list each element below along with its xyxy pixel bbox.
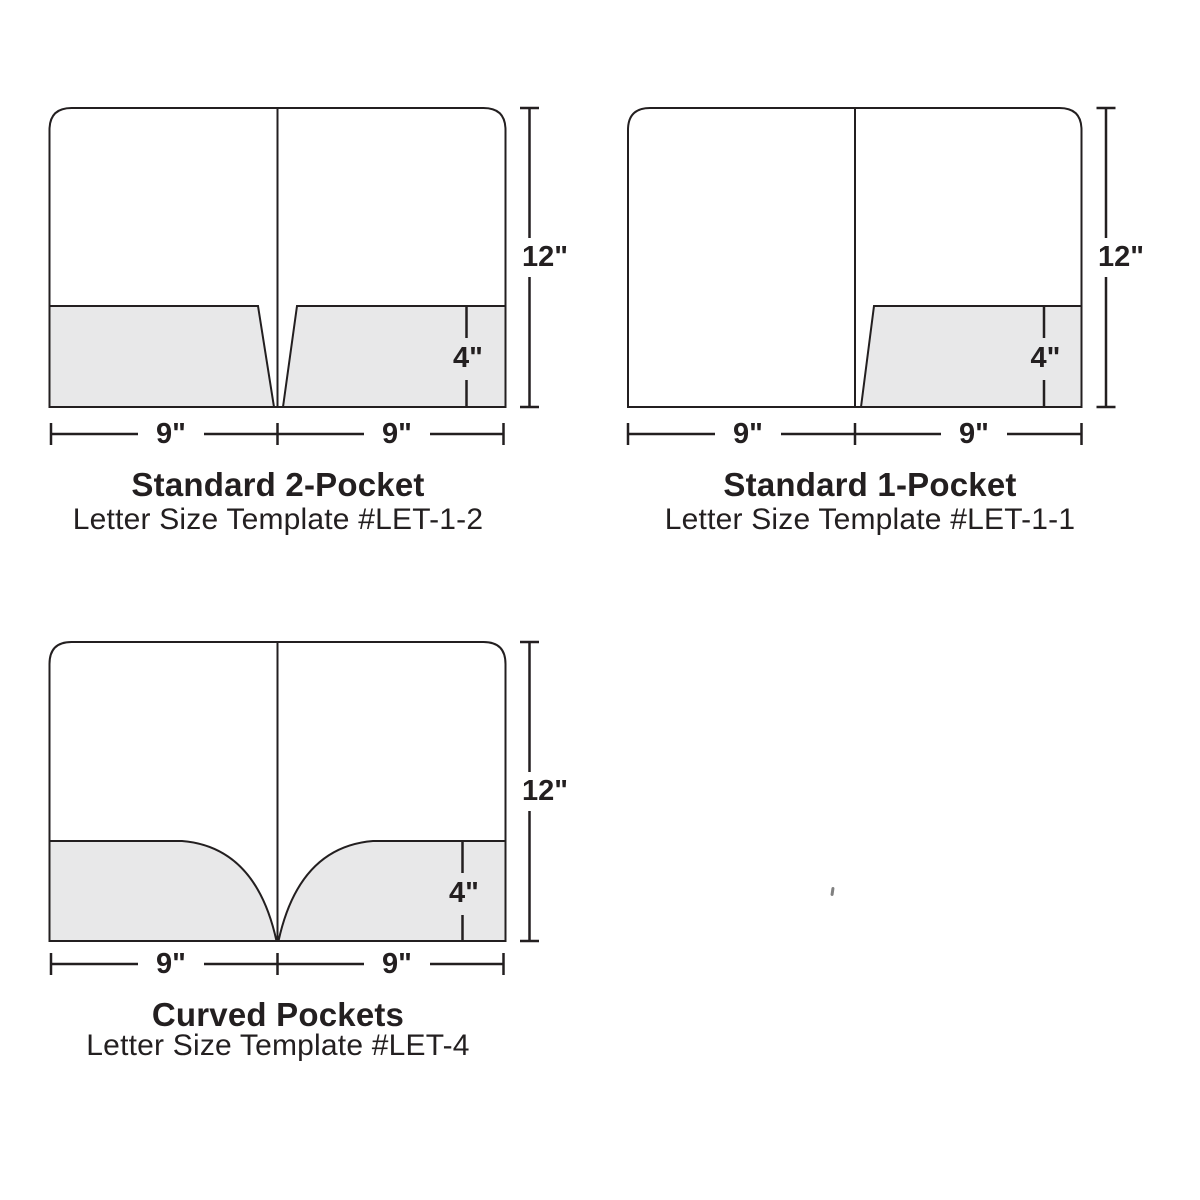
height-label: 12"	[521, 775, 569, 807]
diagram-subtitle: Letter Size Template #LET-1-1	[664, 503, 1076, 536]
diagram-title: Curved Pockets	[151, 996, 405, 1033]
diagram-curved-pockets	[0, 620, 600, 1020]
diagram-standard-1-pocket	[600, 0, 1160, 460]
height-dimension	[520, 108, 568, 407]
height-dimension	[1097, 108, 1145, 407]
stray-mark	[830, 887, 834, 896]
left-panel-width-label: 9"	[156, 418, 186, 450]
width-dimension	[51, 948, 504, 980]
diagram-subtitle: Letter Size Template #LET-4	[86, 1029, 470, 1062]
height-label: 12"	[1097, 241, 1145, 273]
left-pocket	[50, 306, 275, 407]
pocket-depth-label: 4"	[453, 342, 483, 374]
left-panel-width-label: 9"	[156, 948, 186, 980]
diagram-title: Standard 2-Pocket	[131, 466, 425, 503]
diagram-subtitle: Letter Size Template #LET-1-2	[72, 503, 484, 536]
width-dimension	[628, 418, 1082, 450]
pocket-depth-label: 4"	[449, 877, 479, 909]
width-dimension	[51, 418, 504, 450]
right-panel-width-label: 9"	[382, 948, 412, 980]
height-label: 12"	[521, 241, 569, 273]
pocket-depth-label: 4"	[1030, 342, 1061, 374]
left-panel-width-label: 9"	[733, 418, 763, 450]
right-panel-width-label: 9"	[959, 418, 989, 450]
right-panel-width-label: 9"	[382, 418, 412, 450]
diagram-title: Standard 1-Pocket	[723, 466, 1017, 503]
diagram-standard-2-pocket	[0, 0, 600, 460]
height-dimension	[520, 642, 568, 941]
